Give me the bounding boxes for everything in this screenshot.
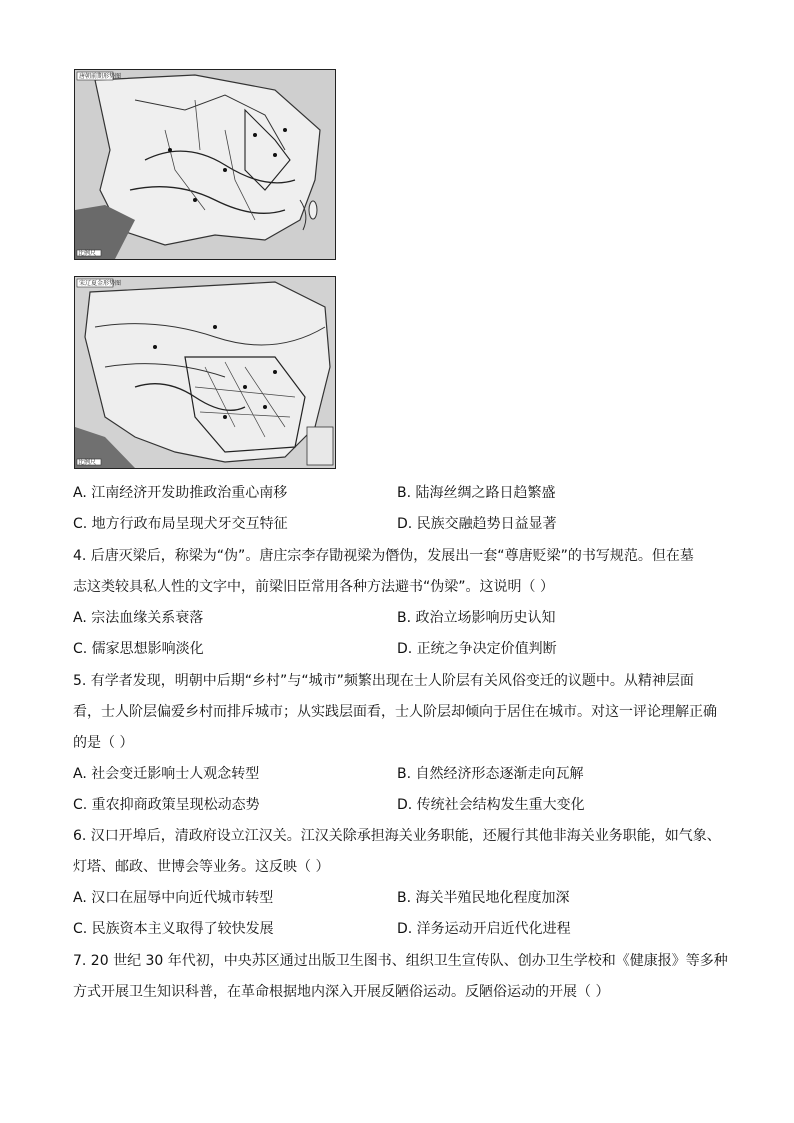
q6-option-a[interactable]: A. 汉口在屈辱中向近代城市转型 — [73, 890, 274, 906]
q5-option-a[interactable]: A. 社会变迁影响士人观念转型 — [73, 766, 260, 782]
q7-stem-line-1: 7. 20 世纪 30 年代初，中央苏区通过出版卫生图书、组织卫生宣传队、创办卫生学校和《健康报》等多种 — [73, 953, 728, 969]
q6-stem-line-1: 6. 汉口开埠后，清政府设立江汉关。江汉关除承担海关业务职能，还履行其他非海关业务职能，如气象、 — [73, 828, 721, 844]
q4-option-c[interactable]: C. 儒家思想影响淡化 — [73, 641, 204, 657]
q4-stem-line-1: 4. 后唐灭梁后，称梁为“伪”。唐庄宗李存勖视梁为僭伪，发展出一套“尊唐贬梁”的书写规范。但在墓 — [73, 548, 694, 564]
map-image-2 — [74, 276, 336, 469]
map-image-1 — [74, 69, 336, 260]
q4-option-a[interactable]: A. 宗法血缘关系衰落 — [73, 610, 204, 626]
q5-stem-line-3: 的是（ ） — [73, 735, 134, 751]
q6-stem-line-2: 灯塔、邮政、世博会等业务。这反映（ ） — [73, 859, 330, 875]
q6-option-b[interactable]: B. 海关半殖民地化程度加深 — [397, 890, 570, 906]
map-1-title: 唐朝前期形势图 — [79, 73, 122, 80]
q4-option-d[interactable]: D. 正统之争决定价值判断 — [397, 641, 557, 657]
q6-option-c[interactable]: C. 民族资本主义取得了较快发展 — [73, 921, 274, 937]
q4-stem-line-2: 志这类较具私人性的文字中，前梁旧臣常用各种方法避书“伪梁”。这说明（ ） — [73, 579, 554, 595]
map-2-scale: 比例尺 — [78, 459, 97, 466]
q5-option-b[interactable]: B. 自然经济形态逐渐走向瓦解 — [397, 766, 584, 782]
map-1-scale: 比例尺 — [78, 250, 97, 257]
q3-option-d[interactable]: D. 民族交融趋势日益显著 — [397, 516, 557, 532]
q3-option-a[interactable]: A. 江南经济开发助推政治重心南移 — [73, 485, 288, 501]
q3-option-c[interactable]: C. 地方行政布局呈现犬牙交互特征 — [73, 516, 288, 532]
map-2-title: 宋辽夏金形势图 — [79, 280, 122, 287]
q4-option-b[interactable]: B. 政治立场影响历史认知 — [397, 610, 556, 626]
q5-stem-line-1: 5. 有学者发现，明朝中后期“乡村”与“城市”频繁出现在士人阶层有关风俗变迁的议题中。从精神层面 — [73, 673, 694, 689]
q5-stem-line-2: 看，士人阶层偏爱乡村而排斥城市；从实践层面看，士人阶层却倾向于居住在城市。对这一评论理解正确 — [73, 704, 717, 720]
q6-option-d[interactable]: D. 洋务运动开启近代化进程 — [397, 921, 571, 937]
q7-stem-line-2: 方式开展卫生知识科普，在革命根据地内深入开展反陋俗运动。反陋俗运动的开展（ ） — [73, 984, 610, 1000]
q5-option-d[interactable]: D. 传统社会结构发生重大变化 — [397, 797, 585, 813]
q3-option-b[interactable]: B. 陆海丝绸之路日趋繁盛 — [397, 485, 556, 501]
q5-option-c[interactable]: C. 重农抑商政策呈现松动态势 — [73, 797, 260, 813]
